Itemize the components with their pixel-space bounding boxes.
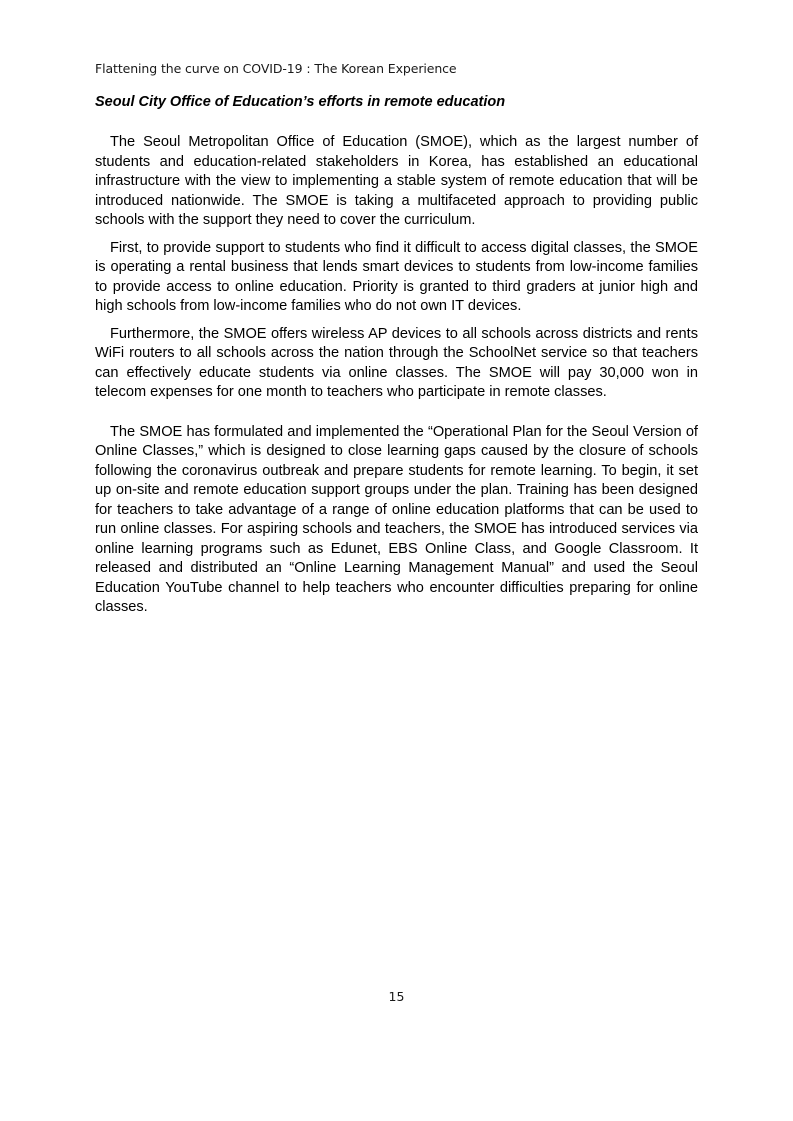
paragraph-smoe-overview: The Seoul Metropolitan Office of Education (SMOE), which as the largest number of students and education-related stakeholders in Korea, has established an educational infrastructure with the view to implementing a stable system of remote education that will be introduced nationwide. The SMOE is taking a multifaceted approach to providing public schools with the support they need to cover the curriculum. — [95, 134, 698, 228]
body-text — [95, 133, 698, 626]
page-number: 15 — [388, 989, 405, 1004]
paragraph-device-rental: First, to provide support to students who find it difficult to access digital classes, the SMOE is operating a rental business that lends smart devices to students from low-income families to provide access to online education. Priority is granted to third graders at junior high and high schools from low-income families who do not own IT devices. — [95, 239, 698, 314]
section-title: Seoul City Office of Education’s efforts in remote education — [95, 94, 506, 110]
paragraph-operational-plan: The SMOE has formulated and implemented the “Operational Plan for the Seoul Version of Online Classes,” which is designed to close learning gaps caused by the closure of schools following the coronavirus outbreak and prepare students for remote learning. To begin, it set up on-site and remote education support groups under the plan. Training has been designed for teachers to take advantage of a range of online education platforms that can be used to run online classes. For aspiring schools and teachers, the SMOE has introduced services via online learning programs such as Edunet, EBS Online Class, and Google Classroom. It released and distributed an “Online Learning Management Manual” and used the Seoul Education YouTube channel to help teachers who encounter difficulties preparing for online classes. — [95, 423, 698, 615]
running-header: Flattening the curve on COVID-19 : The Korean Experience — [95, 61, 457, 76]
paragraph-wifi-support: Furthermore, the SMOE offers wireless AP devices to all schools across districts and rents WiFi routers to all schools across the nation through the SchoolNet service so that teachers can effectively educate students via online classes. The SMOE will pay 30,000 won in telecom expenses for one month to teachers who participate in remote classes. — [95, 325, 698, 400]
